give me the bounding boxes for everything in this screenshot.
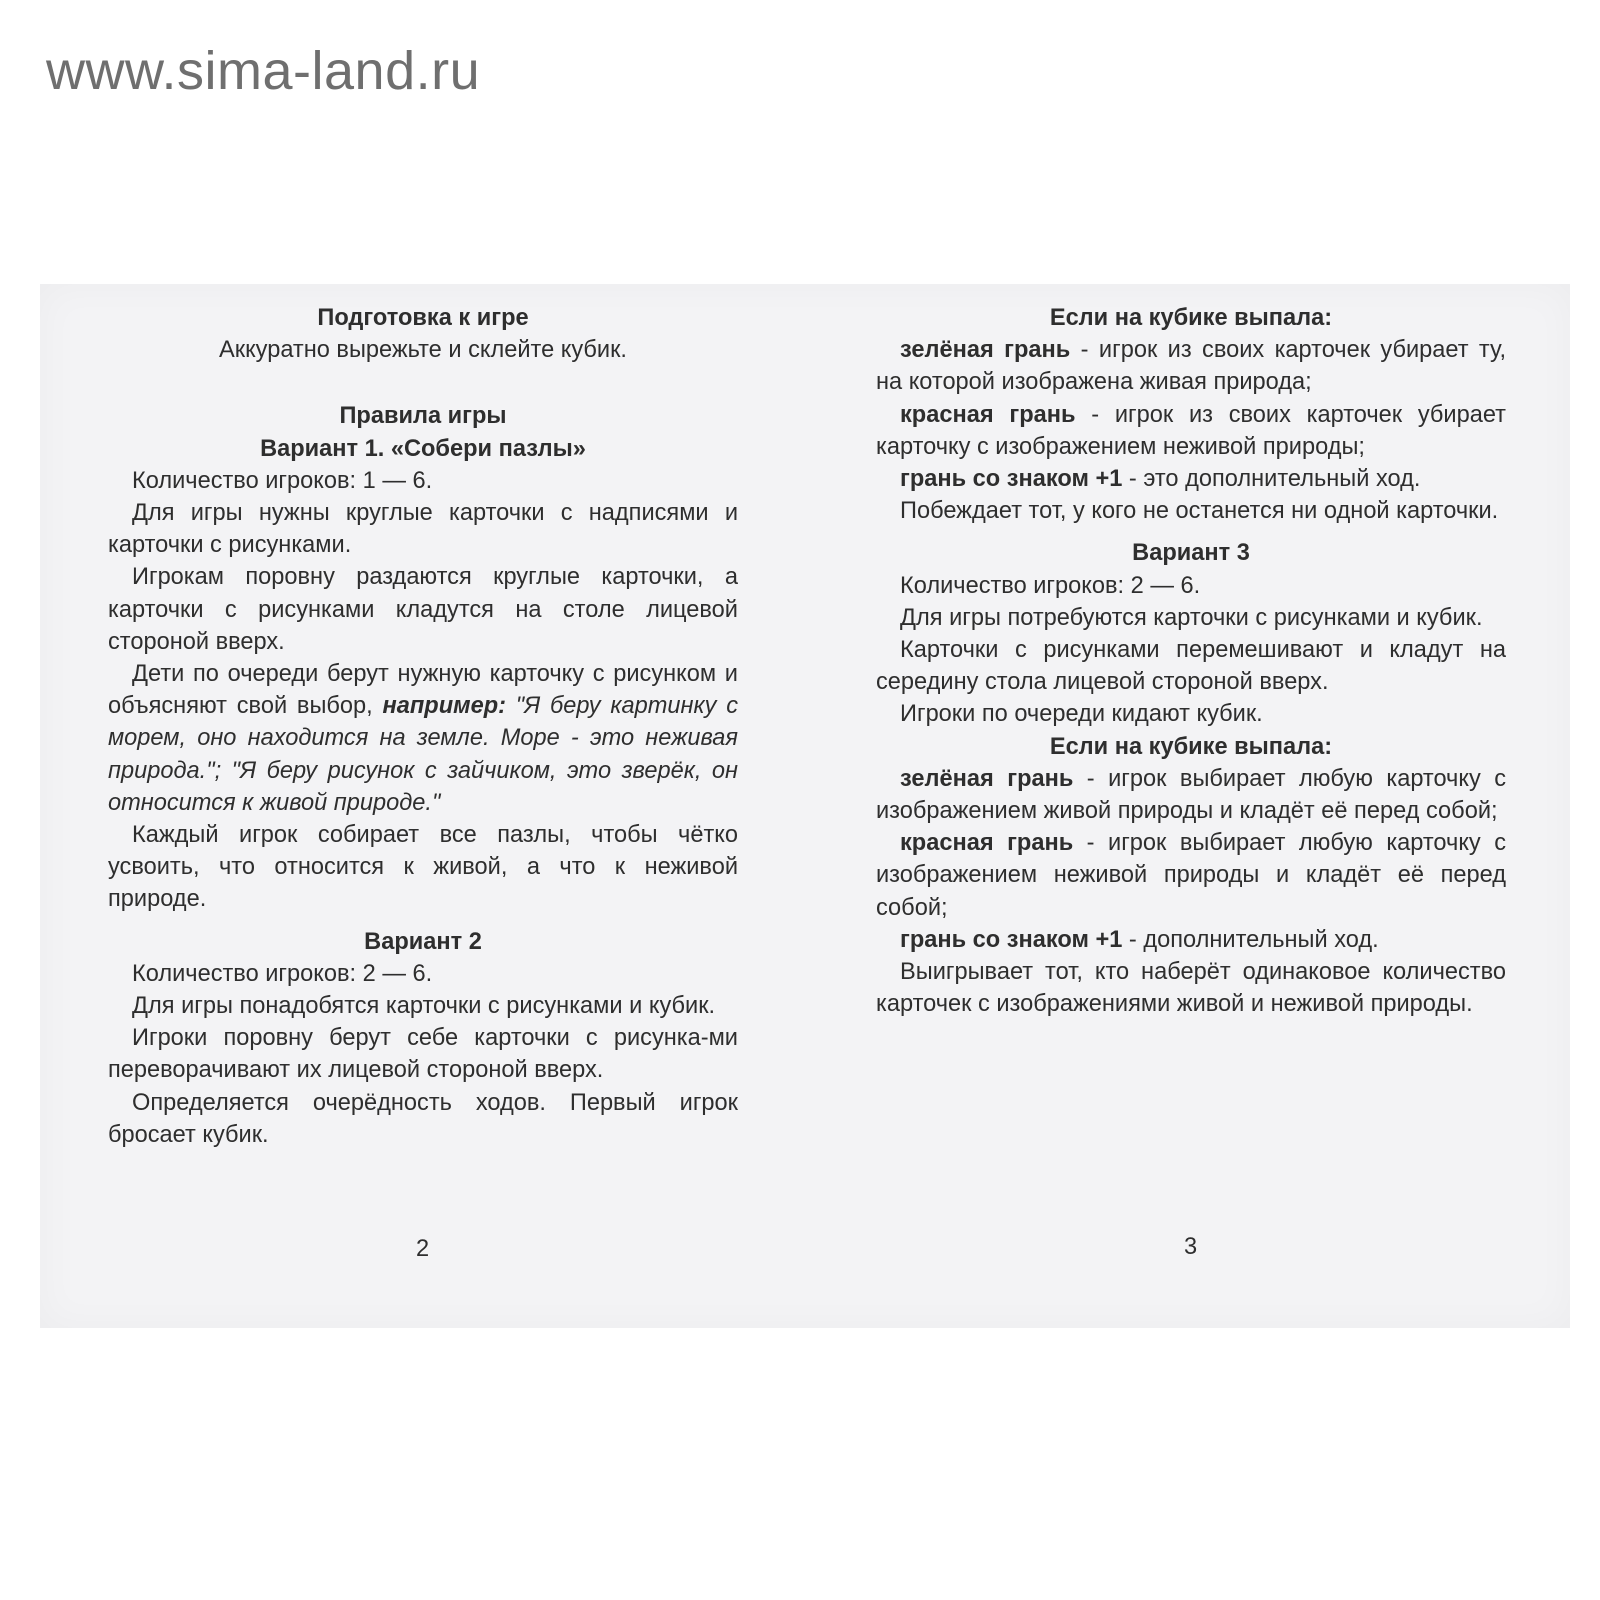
prep-title: Подготовка к игре (317, 305, 529, 331)
variant-2-paragraph-2: Игроки поровну берут себе карточки с рисунка-ми переворачивают их лицевой стороной вверх. (108, 1025, 738, 1084)
page-number-right: 3 (1184, 1234, 1198, 1260)
red-face-rule-2 (876, 827, 1506, 924)
variant-2-players: Количество игроков: 2 — 6. (132, 960, 433, 987)
win-condition-1: Побеждает тот, у кого не останется ни одной карточки. (900, 498, 1499, 525)
example-quote: "Я беру картинку с морем, оно находится на земле. Море - это неживая природа."; "Я беру рисунок с зайчиком, это зверёк, он относится к живой природе." (108, 693, 738, 816)
variant-1-paragraph-2: Игрокам поровну раздаются круглые карточки, а карточки с рисунками кладутся на столе лицевой стороной вверх. (108, 564, 738, 655)
variant-3-title: Вариант 3 (1132, 540, 1250, 567)
prep-text: Аккуратно вырежьте и склейте кубик. (219, 337, 627, 364)
dice-title-2: Если на кубике выпала: (1049, 733, 1333, 760)
green-face-label: зелёная грань (900, 765, 1074, 792)
rule-text: - игрок выбирает любую карточку с изображением неживой природы и кладёт её перед собой; (876, 830, 1506, 921)
variant-3-paragraph-2: Карточки с рисунками перемешивают и кладут на середину стола лицевой стороной вверх. (876, 637, 1506, 696)
rule-text: - игрок из своих карточек убирает карточку с изображением неживой природы; (876, 401, 1506, 460)
page-number-left: 2 (416, 1236, 430, 1262)
rule-text: - игрок из своих карточек убирает ту, на которой изображена живая природа; (876, 337, 1506, 396)
red-face-rule-1 (876, 399, 1506, 463)
variant-2-paragraph-1: Для игры понадобятся карточки с рисунками и кубик. (132, 993, 716, 1020)
green-face-rule-1 (876, 334, 1506, 398)
rule-text: - игрок выбирает любую карточку с изображением живой природы и кладёт её перед собой; (876, 765, 1506, 825)
example-label: например: (382, 693, 506, 720)
variant-1-paragraph-4: Каждый игрок собирает все пазлы, чтобы чётко усвоить, что относится к живой, а что к неживой природе. (108, 822, 738, 913)
variant-1-players: Количество игроков: 1 — 6. (132, 467, 433, 494)
green-face-label: зелёная грань (900, 337, 1071, 364)
plus-face-label: грань со знаком +1 (900, 926, 1123, 953)
win-condition-2: Выигрывает тот, кто наберёт одинаковое количество карточек с изображениями живой и неживой природы. (876, 959, 1506, 1018)
site-watermark: www.sima-land.ru (46, 41, 481, 101)
rules-title: Правила игры (339, 403, 507, 430)
rule-text: - дополнительный ход. (1122, 926, 1379, 953)
variant-1-title: Вариант 1. «Собери пазлы» (260, 435, 586, 462)
right-page (876, 302, 1506, 1020)
plus-face-label: грань со знаком +1 (900, 466, 1123, 493)
green-face-rule-2 (876, 763, 1506, 827)
booklet-spread (40, 284, 1570, 1328)
variant-3-players: Количество игроков: 2 — 6. (900, 572, 1201, 599)
variant-3-paragraph-3: Игроки по очереди кидают кубик. (900, 701, 1263, 728)
variant-1-paragraph-3 (108, 658, 738, 819)
plus-face-rule-1 (876, 463, 1506, 495)
left-page (108, 302, 738, 1151)
paragraph-text: Дети по очереди берут нужную карточку с рисунком и объясняют свой выбор, (108, 661, 738, 720)
variant-3-paragraph-1: Для игры потребуются карточки с рисунками и кубик. (900, 604, 1483, 631)
red-face-label: красная грань (900, 401, 1076, 428)
red-face-label: красная грань (900, 830, 1074, 857)
dice-title-1: Если на кубике выпала: (1049, 305, 1333, 331)
variant-2-paragraph-3: Определяется очерёдность ходов. Первый игрок бросает кубик. (108, 1089, 738, 1148)
variant-1-paragraph-1: Для игры нужны круглые карточки с надписями и карточки с рисунками. (108, 500, 738, 559)
rule-text: - это дополнительный ход. (1122, 466, 1421, 493)
variant-2-title: Вариант 2 (364, 928, 482, 955)
plus-face-rule-2 (876, 924, 1506, 956)
